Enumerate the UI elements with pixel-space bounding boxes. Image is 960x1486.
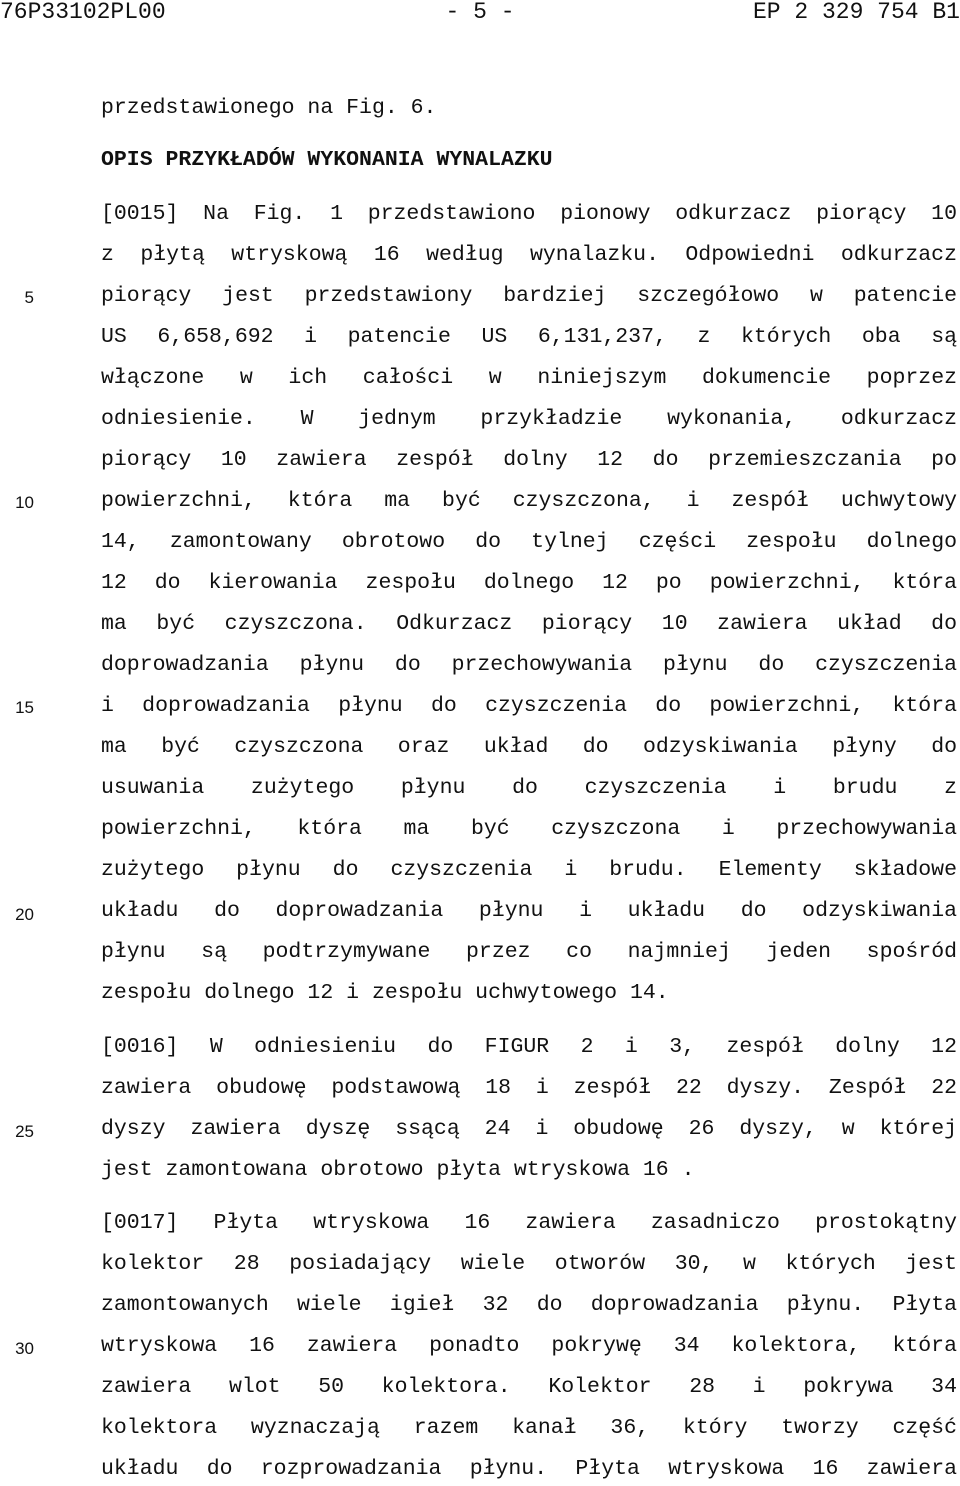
text-line: zużytego płynu do czyszczenia i brudu. Elementy składowe [101,858,957,882]
line-number: 15 [15,698,34,717]
text-line: układu do rozprowadzania płynu. Płyta wtryskowa 16 zawiera [101,1457,957,1481]
text-line: z płytą wtryskową 16 według wynalazku. Odpowiedni odkurzacz [101,243,957,267]
text-line: zespołu dolnego 12 i zespołu uchwytowego 14. [101,981,669,1005]
text-line: odniesienie. W jednym przykładzie wykonania, odkurzacz [101,407,957,431]
doc-id: 76P33102PL00 [0,0,166,25]
line-number: 30 [15,1339,34,1358]
text-line: 14, zamontowany obrotowo do tylnej części zespołu dolnego [101,530,957,554]
text-line: wtryskowa 16 zawiera ponadto pokrywę 34 kolektora, która [101,1334,957,1358]
text-line: zawiera obudowę podstawową 18 i zespół 22 dyszy. Zespół 22 [101,1076,957,1100]
text-line: układu do doprowadzania płynu i układu do odzyskiwania [101,899,957,923]
line-number: 5 [24,288,34,307]
text-line: i doprowadzania płynu do czyszczenia do powierzchni, która [101,694,957,718]
text-line: doprowadzania płynu do przechowywania płynu do czyszczenia [101,653,957,677]
line-number: 10 [15,493,34,512]
text-line: przedstawionego na Fig. 6. [101,96,437,120]
text-line: piorący 10 zawiera zespół dolny 12 do przemieszczania po [101,448,957,472]
text-line: usuwania zużytego płynu do czyszczenia i brudu z [101,776,957,800]
text-line: zamontowanych wiele igieł 32 do doprowadzania płynu. Płyta [101,1293,957,1317]
text-line: powierzchni, która ma być czyszczona, i zespół uchwytowy [101,489,957,513]
page-number: - 5 - [445,0,515,25]
text-line: kolektora wyznaczają razem kanał 36, który tworzy część [101,1416,957,1440]
section-heading: OPIS PRZYKŁADÓW WYKONANIA WYNALAZKU [101,148,553,172]
text-line: jest zamontowana obrotowo płyta wtryskowa 16 . [101,1158,695,1182]
text-line: kolektor 28 posiadający wiele otworów 30, w których jest [101,1252,957,1276]
line-number: 20 [15,905,34,924]
text-line: włączone w ich całości w niniejszym dokumencie poprzez [101,366,957,390]
text-line: płynu są podtrzymywane przez co najmniej jeden spośród [101,940,957,964]
text-line: powierzchni, która ma być czyszczona i przechowywania [101,817,957,841]
text-line: [0015] Na Fig. 1 przedstawiono pionowy odkurzacz piorący 10 [101,202,957,226]
patent-number: EP 2 329 754 B1 [752,0,960,25]
text-line: piorący jest przedstawiony bardziej szczegółowo w patencie [101,284,957,308]
line-number: 25 [15,1122,34,1141]
text-line: ma być czyszczona oraz układ do odzyskiwania płyny do [101,735,957,759]
text-line: ma być czyszczona. Odkurzacz piorący 10 zawiera układ do [101,612,957,636]
text-line: [0017] Płyta wtryskowa 16 zawiera zasadniczo prostokątny [101,1211,957,1235]
text-line: dyszy zawiera dyszę ssącą 24 i obudowę 26 dyszy, w której [101,1117,957,1141]
text-line: zawiera wlot 50 kolektora. Kolektor 28 i pokrywa 34 [101,1375,957,1399]
text-line: [0016] W odniesieniu do FIGUR 2 i 3, zespół dolny 12 [101,1035,957,1059]
text-line: US 6,658,692 i patencie US 6,131,237, z których oba są [101,325,957,349]
text-line: 12 do kierowania zespołu dolnego 12 po powierzchni, która [101,571,957,595]
